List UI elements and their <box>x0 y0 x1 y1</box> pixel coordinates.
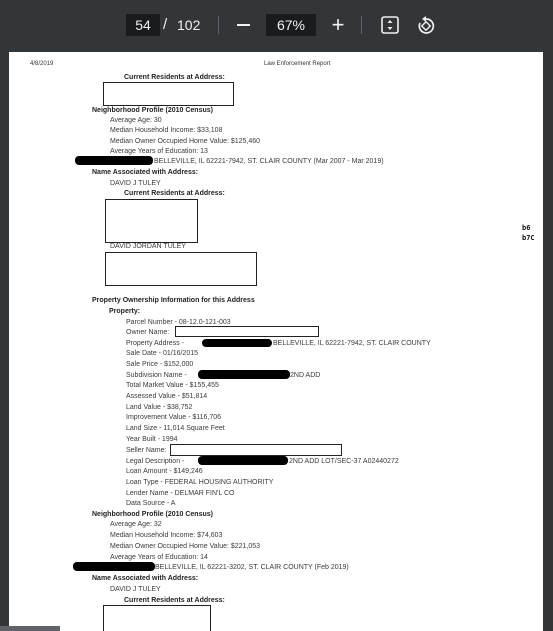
text-line: Average Age: 30 <box>110 117 162 124</box>
text-line: Loan Amount - $149,246 <box>126 468 203 475</box>
text-line: Assessed Value - $51,814 <box>126 393 208 400</box>
redaction-mark <box>198 456 288 465</box>
section-heading: Current Residents at Address: <box>124 74 225 81</box>
rotate-button[interactable] <box>415 14 437 36</box>
section-heading: Current Residents at Address: <box>124 190 225 197</box>
zoom-in-button[interactable]: + <box>331 12 345 37</box>
text-line: Data Source - A <box>126 500 176 507</box>
section-heading: Property: <box>109 308 141 315</box>
redaction-mark <box>202 339 272 347</box>
scroll-thumb[interactable] <box>0 626 60 631</box>
text-line: BELLEVILLE, IL 62221-7942, ST. CLAIR COUNTY <box>273 340 431 347</box>
text-line: 2ND ADD <box>290 372 321 379</box>
section-heading: Current Residents at Address: <box>124 597 225 604</box>
text-line: Land Size - 11,014 Square Feet <box>126 425 225 432</box>
text-line: Median Household Income: $74,603 <box>110 532 223 539</box>
report-date: 4/8/2019 <box>30 61 54 67</box>
section-heading: Name Associated with Address: <box>92 169 199 176</box>
redaction-mark <box>73 562 155 571</box>
zoom-out-button[interactable] <box>233 14 253 36</box>
rotate-icon <box>415 14 437 36</box>
text-line: Parcel Number - 08-12.0-121-003 <box>126 319 231 326</box>
pdf-toolbar <box>0 0 553 52</box>
total-pages: 102 <box>177 17 201 33</box>
text-line: Average Years of Education: 14 <box>110 554 208 561</box>
document-page <box>9 52 543 631</box>
text-line: Average Age: 32 <box>110 521 162 528</box>
redaction-mark <box>198 370 290 379</box>
text-line: Subdivision Name - <box>126 372 187 379</box>
text-line: DAVID JORDAN TULEY <box>110 243 186 250</box>
redaction-mark <box>75 156 153 165</box>
redaction-box <box>103 605 211 631</box>
text-line: DAVID J TULEY <box>110 586 161 593</box>
section-heading: Neighborhood Profile (2010 Census) <box>92 107 213 114</box>
text-line: Land Value - $38,752 <box>126 404 193 411</box>
text-line: Seller Name: <box>126 447 167 454</box>
text-line: Improvement Value - $116,706 <box>126 414 222 421</box>
text-line: Median Owner Occupied Home Value: $125,460 <box>110 138 261 145</box>
text-line: DAVID J TULEY <box>110 180 161 187</box>
scrollbar[interactable] <box>543 52 553 631</box>
text-line: Property Address - <box>126 340 184 347</box>
text-line: Sale Date - 01/16/2015 <box>126 350 198 357</box>
text-line: Total Market Value - $155,455 <box>126 382 219 389</box>
text-line: Owner Name: <box>126 329 170 336</box>
zoom-level-input[interactable]: 67% <box>266 14 316 36</box>
text-line: Lender Name - DELMAR FIN'L CO <box>126 490 235 497</box>
page-separator: / <box>163 16 168 33</box>
redaction-box <box>105 252 257 286</box>
exemption-code: b6 <box>522 224 531 232</box>
text-line: Year Built - 1994 <box>126 436 178 443</box>
text-line: Average Years of Education: 13 <box>110 148 208 155</box>
redaction-box <box>175 326 319 337</box>
text-line: Median Household Income: $33,108 <box>110 127 223 134</box>
text-line: BELLEVILLE, IL 62221-7942, ST. CLAIR COUNTY (Mar 2007 - Mar 2019) <box>154 158 384 165</box>
minus-icon <box>237 24 250 26</box>
section-heading: Name Associated with Address: <box>92 575 199 582</box>
toolbar-divider <box>218 16 219 34</box>
section-heading: Property Ownership Information for this Address <box>92 297 255 304</box>
text-line: Median Owner Occupied Home Value: $221,053 <box>110 543 261 550</box>
redaction-box <box>170 444 342 456</box>
text-line: Legal Description - <box>126 458 185 465</box>
toolbar-divider <box>361 16 362 34</box>
text-line: BELLEVILLE, IL 62221-3202, ST. CLAIR COUNTY (Feb 2019) <box>155 564 349 571</box>
page-number-input[interactable]: 54 <box>126 14 160 36</box>
fit-to-page-button[interactable] <box>380 15 400 35</box>
section-heading: Neighborhood Profile (2010 Census) <box>92 511 213 518</box>
fit-page-icon <box>380 15 400 35</box>
text-line: 2ND ADD LOT/SEC-37 A02440272 <box>289 458 399 465</box>
redaction-box <box>103 82 234 106</box>
report-title: Law Enforcement Report <box>264 61 331 67</box>
text-line: Sale Price - $152,000 <box>126 361 194 368</box>
exemption-code: b7C <box>522 234 535 242</box>
text-line: Loan Type - FEDERAL HOUSING AUTHORITY <box>126 479 274 486</box>
redaction-box <box>105 199 198 243</box>
